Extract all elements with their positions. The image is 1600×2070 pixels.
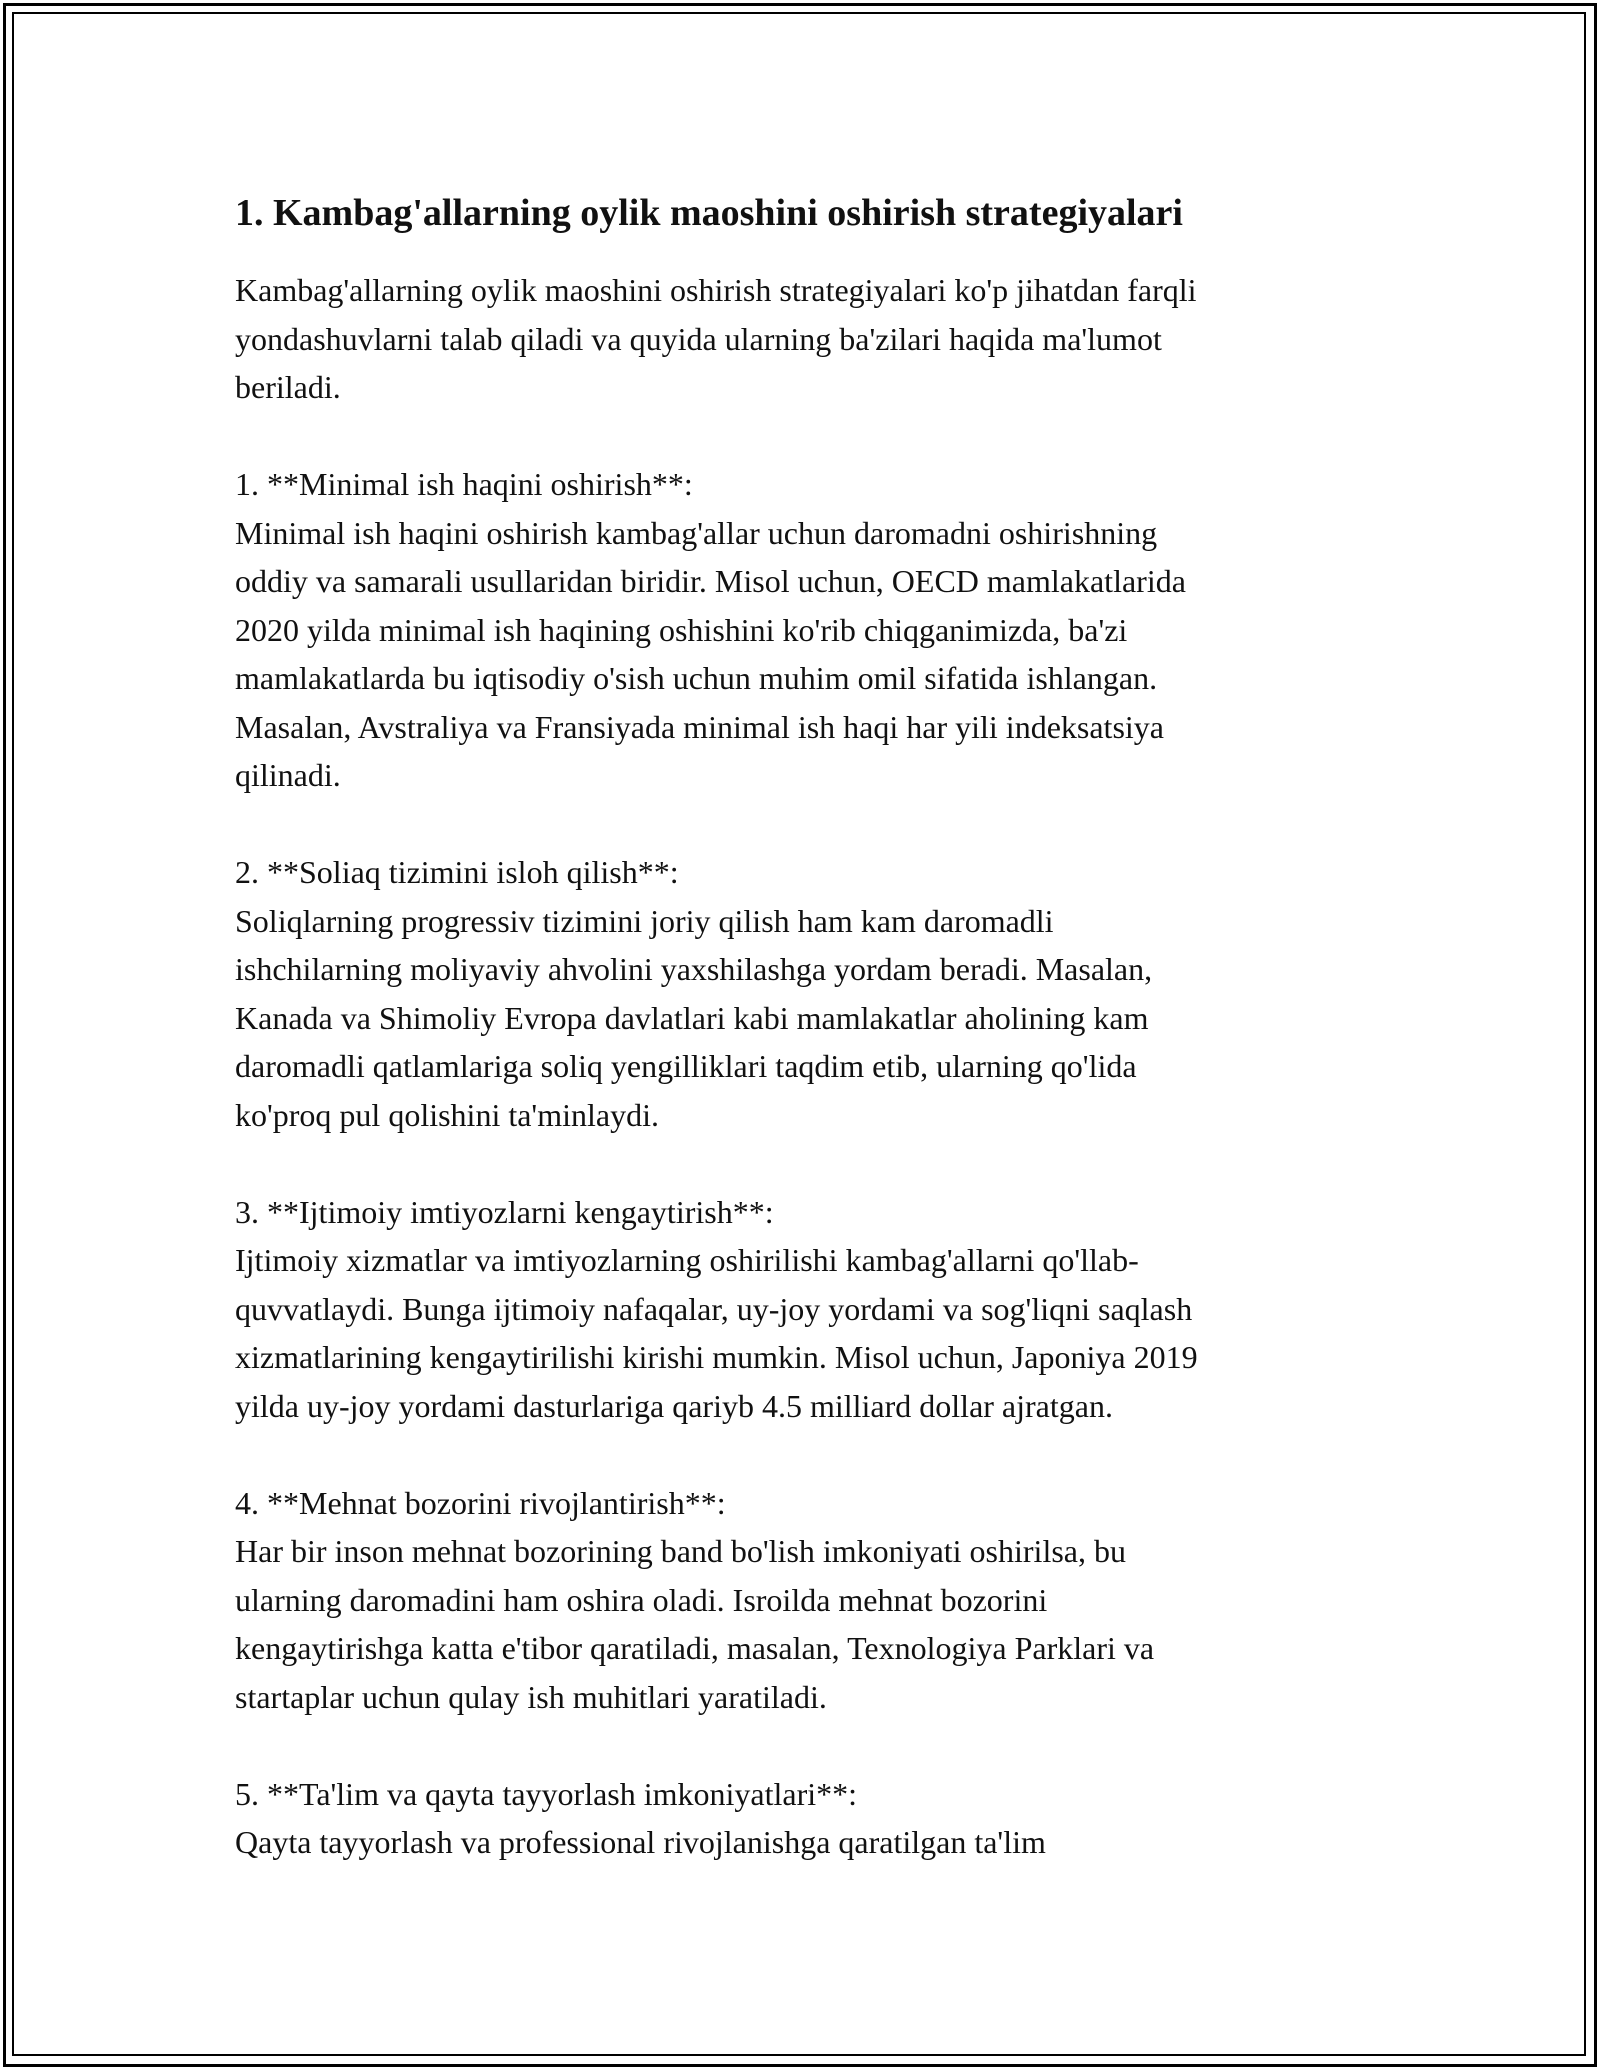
list-item-heading: 3. **Ijtimoiy imtiyozlarni kengaytirish**: [235,1193,774,1230]
list-item-body: Ijtimoiy xizmatlar va imtiyozlarning oshirilishi kambag'allarni qo'llab- quvvatlaydi. Bunga ijtimoiy nafaqalar, uy-joy yordami va sog'liqni saqlash xizmatlarining kengaytirilishi kirishi mumkin. Misol uchun, Japoniya 2019 yilda uy-joy yordami dasturlariga qariyb 4.5 milliard dollar ajratgan. [235,1242,1198,1424]
list-item [235,1770,1365,1867]
list-item-heading: 5. **Ta'lim va qayta tayyorlash imkoniyatlari**: [235,1775,858,1812]
list-item-body: Har bir inson mehnat bozorining band bo'lish imkoniyati oshirilsa, bu ularning daromadini ham oshira oladi. Isroilda mehnat bozorini kengaytirishga katta e'tibor qaratiladi, masalan, Texnologiya Parklari va startaplar uchun qulay ish muhitlari yaratiladi. [235,1533,1155,1715]
list-item-heading: 1. **Minimal ish haqini oshirish**: [235,466,693,502]
list-item [235,1479,1365,1722]
list-item [235,460,1365,800]
list-item-body: Minimal ish haqini oshirish kambag'allar uchun daromadni oshirishning oddiy va samarali usullaridan biridir. Misol uchun, OECD mamlakatlarida 2020 yilda minimal ish haqining oshishini ko'rib chiqganimizda, ba'zi mamlakatlarda bu iqtisodiy o'sish uchun muhim omil sifatida ishlangan. Masalan, Avstraliya va Fransiyada minimal ish haqi har yili indeksatsiya qilinadi. [235,514,1186,793]
document-title: 1. Kambag'allarning oylik maoshini oshirish strategiyalari [235,192,1183,234]
intro-paragraph: Kambag'allarning oylik maoshini oshirish strategiyalari ko'p jihatdan farqli yondashuvlarni talab qiladi va quyida ularning ba'zilari haqida ma'lumot beriladi. [235,272,1197,405]
list-item [235,1188,1365,1431]
list-item-body: Qayta tayyorlash va professional rivojlanishga qaratilgan ta'lim [235,1824,1046,1860]
list-item-body: Soliqlarning progressiv tizimini joriy qilish ham kam daromadli ishchilarning moliyaviy ahvolini yaxshilashga yordam beradi. Masalan, Kanada va Shimoliy Evropa davlatlari kabi mamlakatlar aholining kam daromadli qatlamlariga soliq yengilliklari taqdim etib, ularning qo'lida ko'proq pul qolishini ta'minlaydi. [235,902,1153,1133]
list-item-heading: 4. **Mehnat bozorini rivojlantirish**: [235,1484,726,1521]
list-item-heading: 2. **Soliaq tizimini isloh qilish**: [235,854,679,890]
list-item [235,848,1365,1139]
document-body [235,186,1365,1867]
